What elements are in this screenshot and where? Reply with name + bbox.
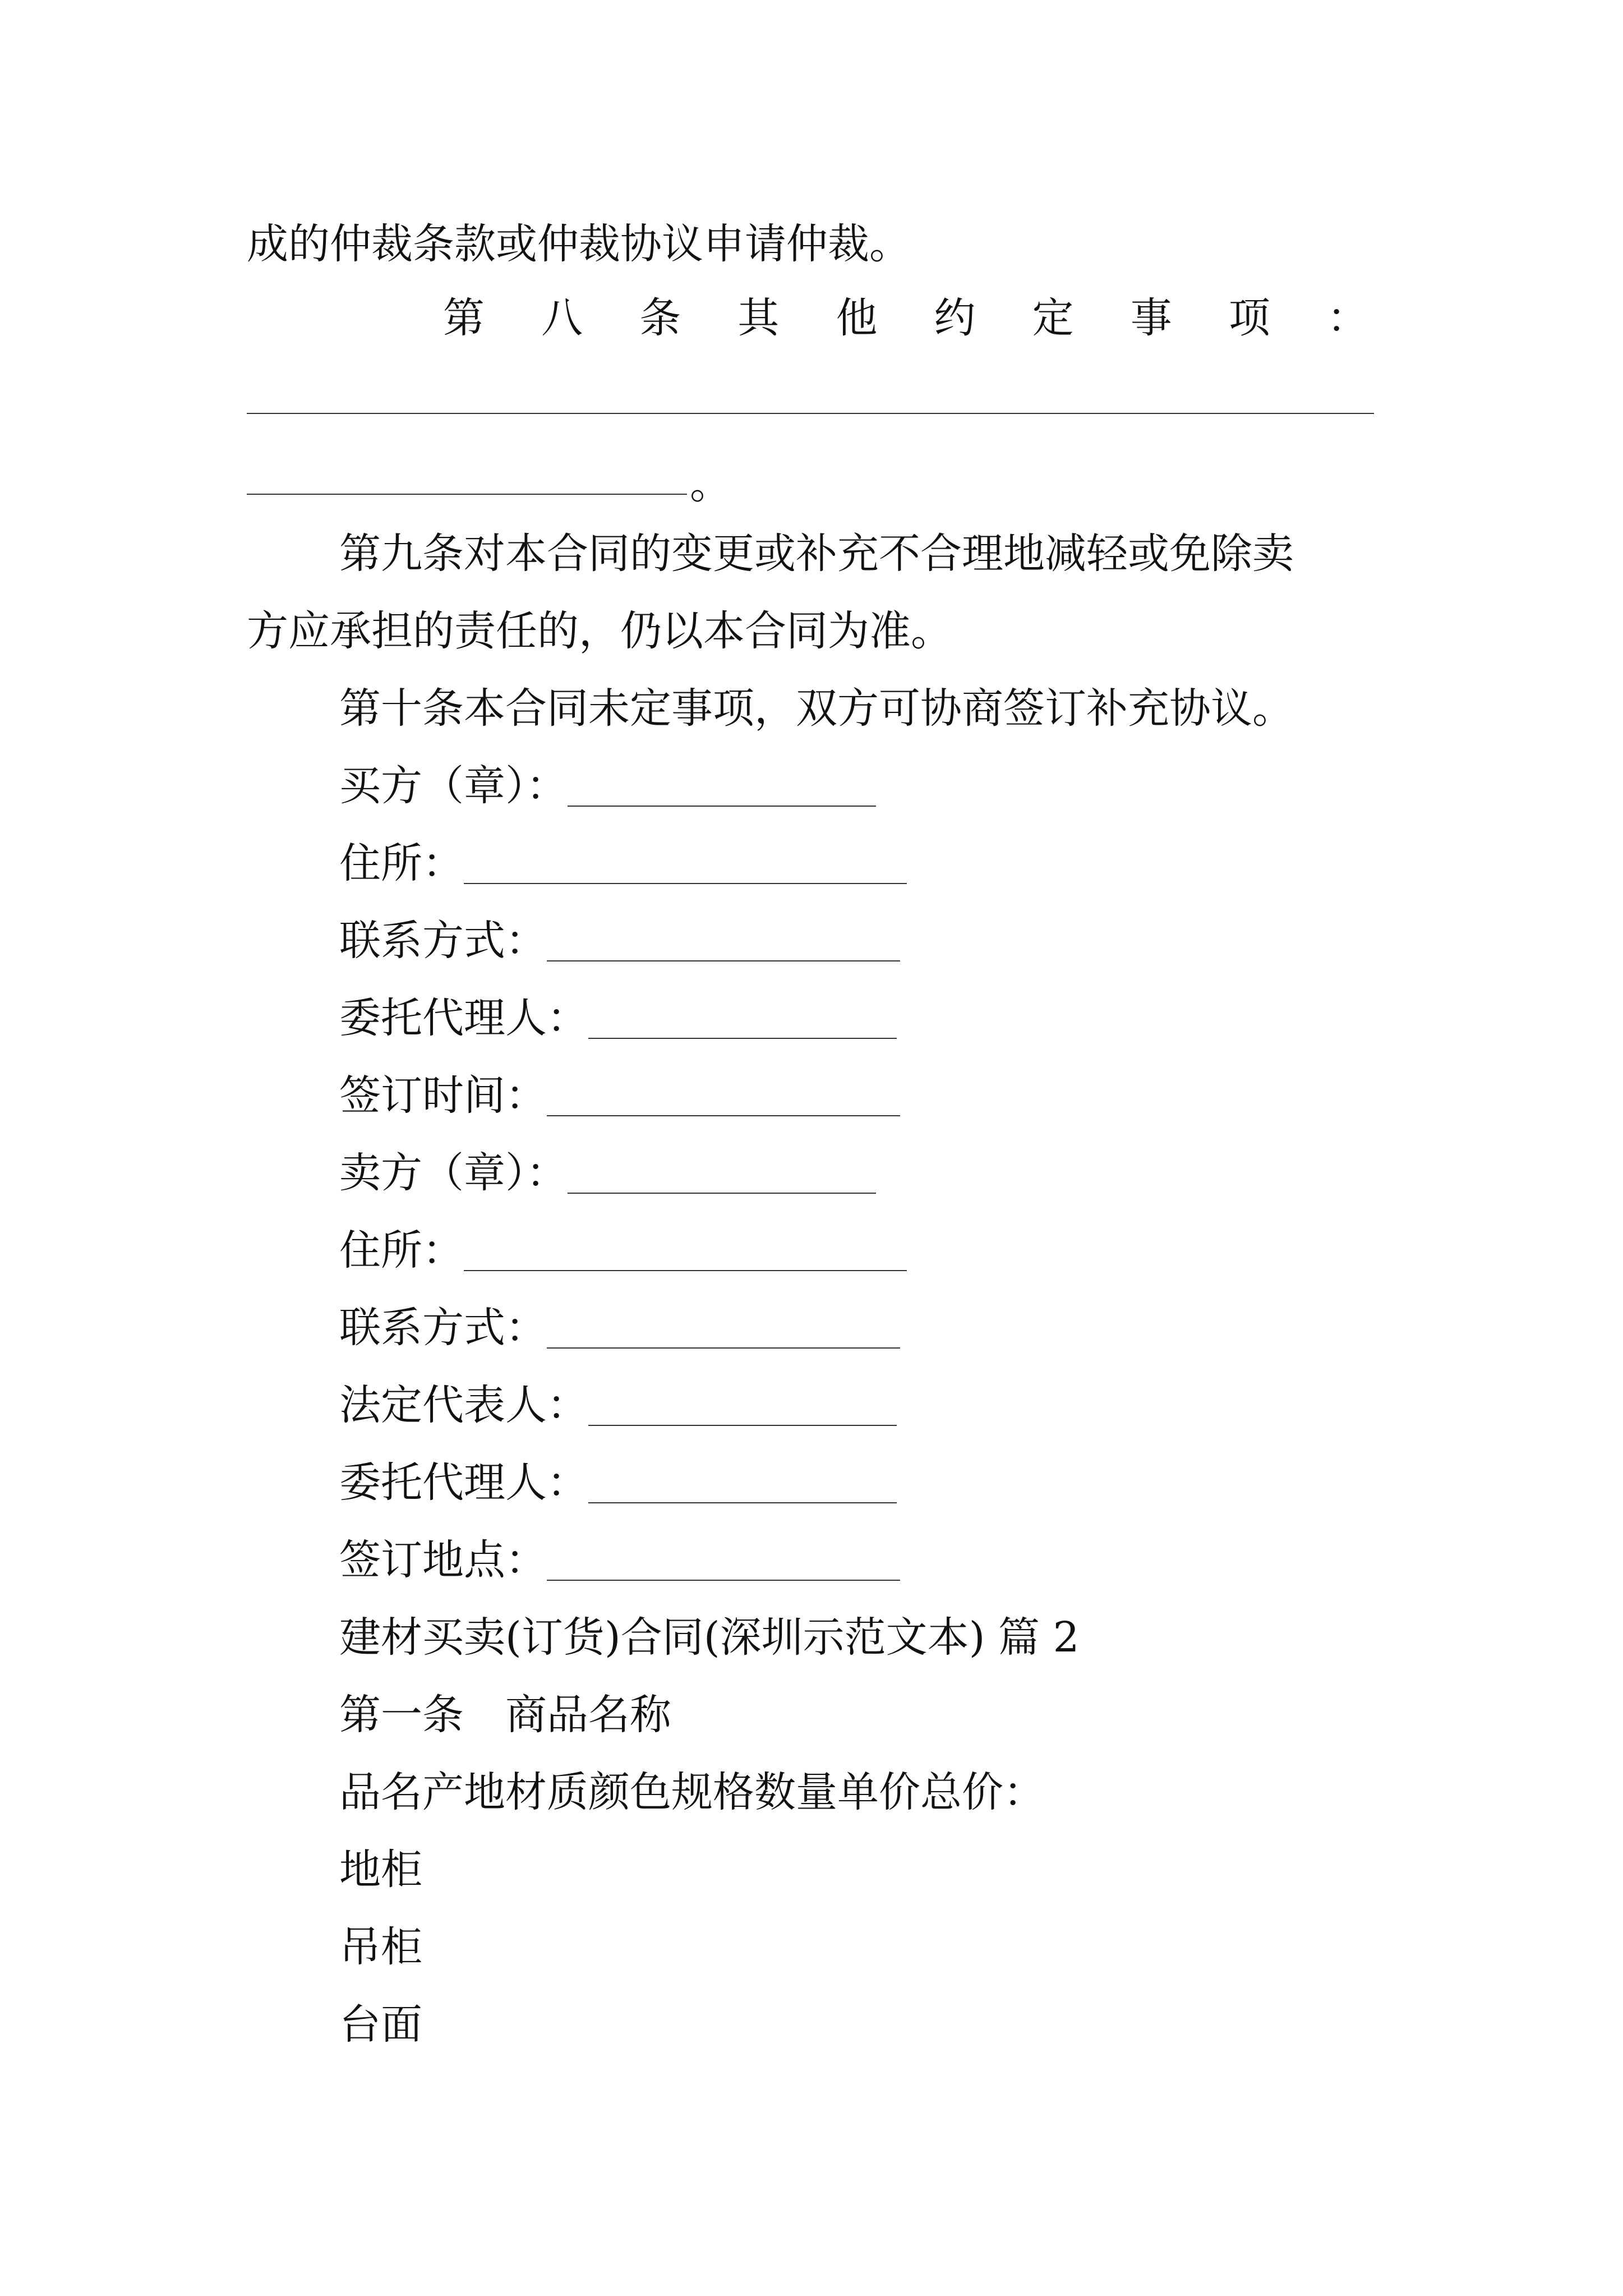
arbitration-tail: 成的仲裁条款或仲裁协议申请仲裁。 (247, 220, 911, 268)
section-2-heading: 建材买卖(订货)合同(深圳示范文本) 篇 2 (339, 1613, 1080, 1662)
article-8-char: 定 (1032, 294, 1074, 342)
section-2-article-1: 第一条 商品名称 (339, 1691, 671, 1739)
seller-contact-blank[interactable] (547, 1310, 900, 1349)
article-8-char: 八 (541, 294, 583, 342)
seller-agent-blank[interactable] (588, 1465, 897, 1503)
article-8-blank-line-2 (247, 494, 687, 495)
seller-legal-rep-label: 法定代表人： (339, 1381, 588, 1429)
seller-name-blank[interactable] (568, 1156, 876, 1194)
seller-address-row (339, 1226, 907, 1274)
article-8-char: 项 (1228, 294, 1270, 342)
buyer-contact-blank[interactable] (547, 923, 900, 961)
seller-place-row (339, 1536, 900, 1584)
seller-address-blank[interactable] (464, 1233, 907, 1271)
buyer-time-label: 签订时间： (339, 1071, 547, 1120)
buyer-address-label: 住所： (339, 839, 464, 887)
buyer-name-label: 买方（章）： (339, 762, 568, 810)
seller-name-label: 卖方（章）： (339, 1149, 568, 1197)
list-item: 吊柜 (339, 1923, 422, 1971)
article-10: 第十条本合同未定事项，双方可协商签订补充协议。 (339, 684, 1294, 733)
buyer-contact-label: 联系方式： (339, 917, 547, 965)
seller-contact-row (339, 1304, 900, 1352)
article-8-end-mark: 。 (690, 460, 731, 508)
seller-agent-label: 委托代理人： (339, 1458, 588, 1507)
buyer-name-row (339, 762, 876, 810)
article-8-char: 其 (737, 294, 780, 342)
article-8-char: 第 (443, 294, 485, 342)
article-8-char: ： (1326, 294, 1368, 342)
article-8-heading (443, 294, 1368, 342)
section-2-columns: 品名产地材质颜色规格数量单价总价： (339, 1768, 1045, 1816)
article-8-char: 条 (639, 294, 681, 342)
list-item: 台面 (339, 2000, 422, 2049)
buyer-address-blank[interactable] (464, 846, 907, 884)
seller-legal-rep-row (339, 1381, 897, 1429)
list-item: 地柜 (339, 1846, 422, 1894)
seller-name-row (339, 1149, 876, 1197)
buyer-time-row (339, 1071, 900, 1120)
seller-legal-rep-blank[interactable] (588, 1388, 897, 1426)
buyer-name-blank[interactable] (568, 769, 876, 807)
buyer-time-blank[interactable] (547, 1078, 900, 1116)
article-9-line-2: 方应承担的责任的，仍以本合同为准。 (247, 607, 952, 655)
buyer-agent-label: 委托代理人： (339, 994, 588, 1042)
article-8-char: 他 (836, 294, 878, 342)
seller-place-label: 签订地点： (339, 1536, 547, 1584)
buyer-agent-blank[interactable] (588, 1001, 897, 1039)
seller-contact-label: 联系方式： (339, 1304, 547, 1352)
article-9-line-1: 第九条对本合同的变更或补充不合理地减轻或免除卖 (339, 530, 1294, 578)
seller-agent-row (339, 1458, 897, 1507)
article-8-char: 事 (1130, 294, 1172, 342)
article-8-char: 约 (934, 294, 976, 342)
buyer-address-row (339, 839, 907, 887)
seller-address-label: 住所： (339, 1226, 464, 1274)
article-8-blank-line-1 (247, 413, 1374, 414)
buyer-contact-row (339, 917, 900, 965)
seller-place-blank[interactable] (547, 1543, 900, 1581)
buyer-agent-row (339, 994, 897, 1042)
